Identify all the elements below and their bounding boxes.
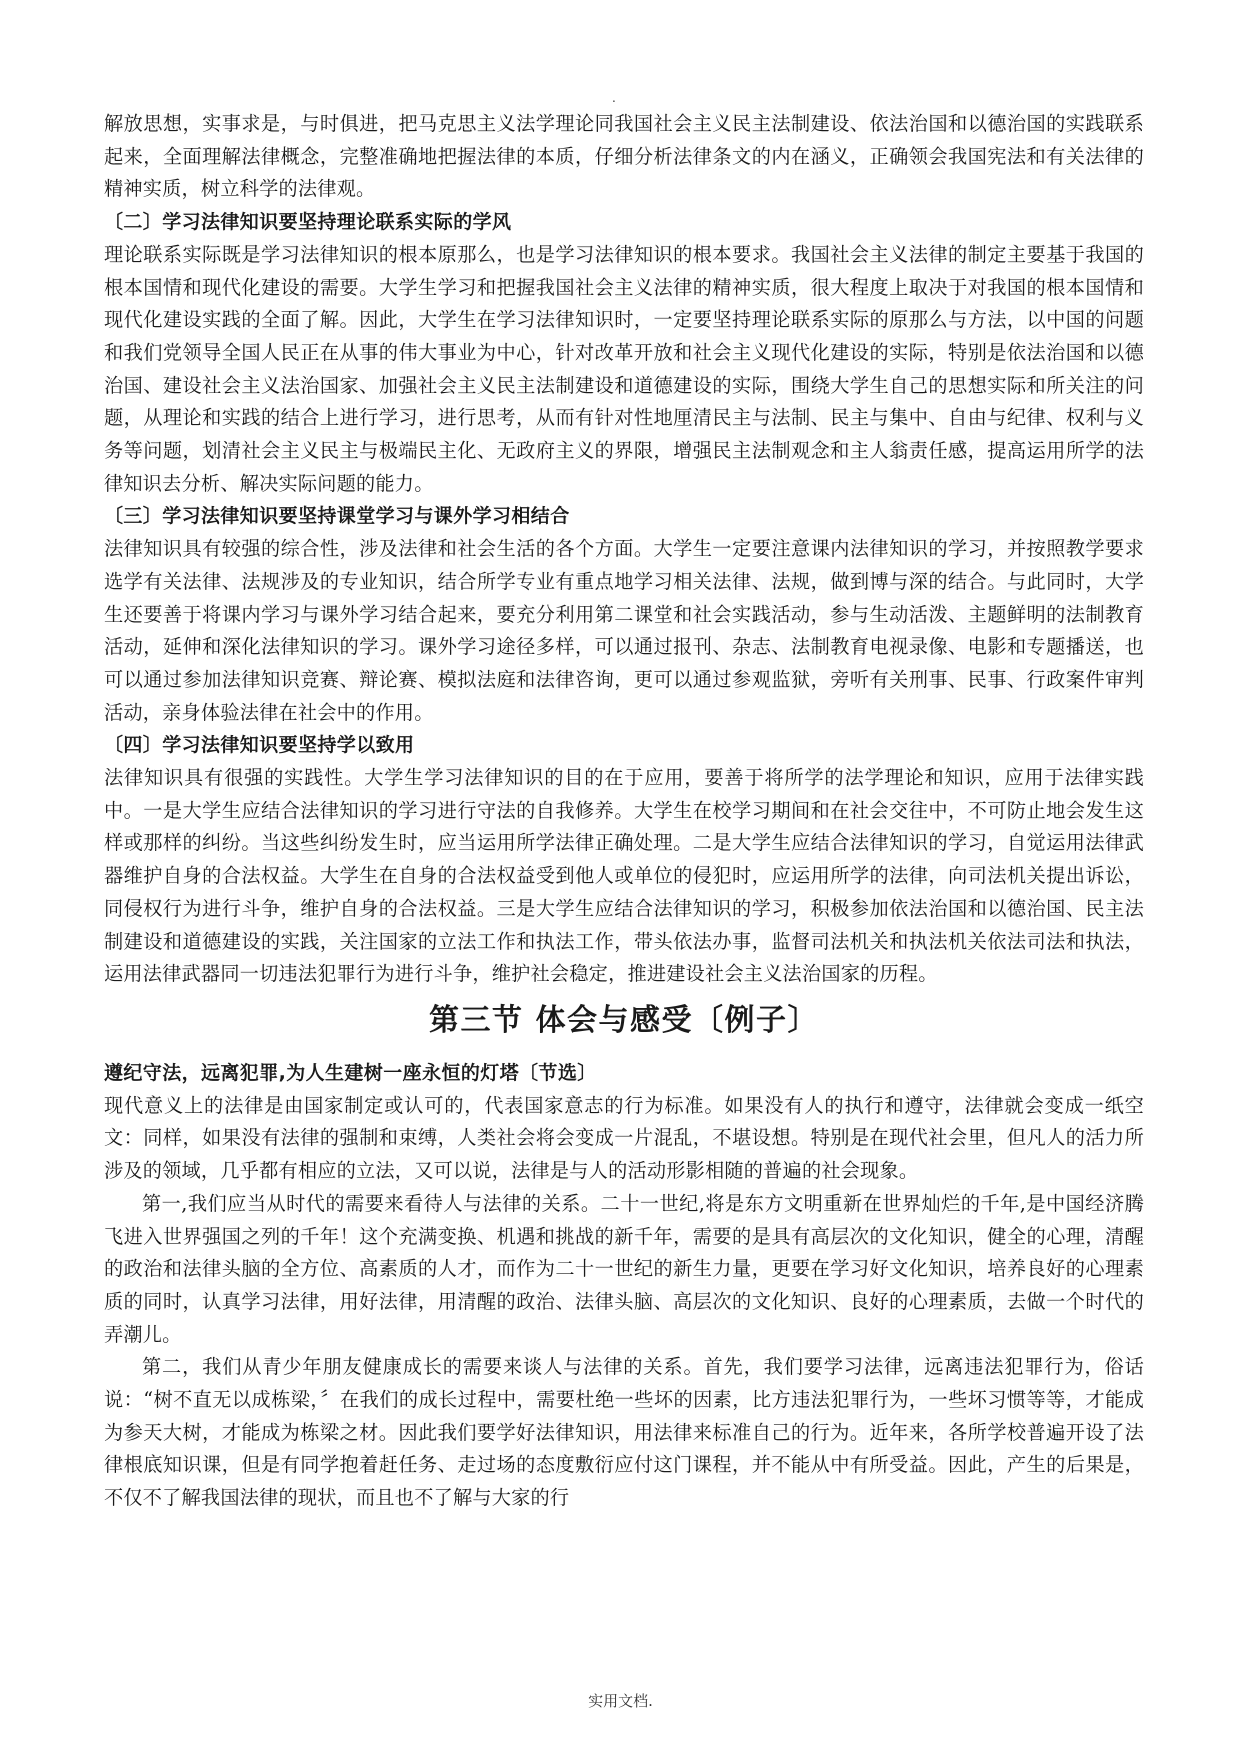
essay-paragraph-2: 第一,我们应当从时代的需要来看待人与法律的关系。二十一世纪,将是东方文明重新在世界灿烂的千年,是中国经济腾飞进入世界强国之列的千年！这个充满变换、机遇和挑战的新千年，需要的是具有高层次的文化知识，健全的心理，清醒的政治和法律头脑的全方位、高素质的人才，而作为二十一世纪的新生力量，更要在学习好文化知识，培养良好的心理素质的同时，认真学习法律，用好法律，用清醒的政治、法律头脑、高层次的文化知识、良好的心理素质，去做一个时代的弄潮儿。 <box>104 1191 1144 1346</box>
section-2-body: 理论联系实际既是学习法律知识的根本原那么，也是学习法律知识的根本要求。我国社会主义法律的制定主要基于我国的根本国情和现代化建设的需要。大学生学习和把握我国社会主义法律的精神实质，很大程度上取决于对我国的根本国情和现代化建设实践的全面了解。因此，大学生在学习法律知识时，一定要坚持理论联系实际的原那么与方法，以中国的问题和我们党领导全国人民正在从事的伟大事业为中心，针对改革开放和社会主义现代化建设的实际，特别是依法治国和以德治国、建设社会主义法治国家、加强社会主义民主法制建设和道德建设的实际，围绕大学生自己的思想实际和所关注的问题，从理论和实践的结合上进行学习，进行思考，从而有针对性地厘清民主与法制、民主与集中、自由与纪律、权利与义务等问题，划清社会主义民主与极端民主化、无政府主义的界限，增强民主法制观念和主人翁责任感，提高运用所学的法律知识去分析、解决实际问题的能力。 <box>104 242 1144 495</box>
section-2-heading: 〔二〕学习法律知识要坚持理论联系实际的学风 <box>104 211 512 234</box>
section-3-body: 法律知识具有较强的综合性，涉及法律和社会生活的各个方面。大学生一定要注意课内法律知识的学习，并按照教学要求选学有关法律、法规涉及的专业知识，结合所学专业有重点地学习相关法律、法规，做到博与深的结合。与此同时，大学生还要善于将课内学习与课外学习结合起来，要充分利用第二课堂和社会实践活动，参与生动活泼、主题鲜明的法制教育活动，延伸和深化法律知识的学习。课外学习途径多样，可以通过报刊、杂志、法制教育电视录像、电影和专题播送，也可以通过参加法律知识竞赛、辩论赛、模拟法庭和法律咨询，更可以通过参观监狱，旁听有关刑事、民事、行政案件审判活动，亲身体验法律在社会中的作用。 <box>104 537 1144 724</box>
section-3-heading: 〔三〕学习法律知识要坚持课堂学习与课外学习相结合 <box>104 505 570 528</box>
document-body <box>104 108 1144 1515</box>
section-4-heading: 〔四〕学习法律知识要坚持学以致用 <box>104 734 415 757</box>
chapter-title: 第三节 体会与感受〔例子〕 <box>429 1002 819 1038</box>
essay-paragraph-1: 现代意义上的法律是由国家制定或认可的，代表国家意志的行为标准。如果没有人的执行和遵守，法律就会变成一纸空文：同样，如果没有法律的强制和束缚，人类社会将会变成一片混乱，不堪设想。特别是在现代社会里，但凡人的活力所涉及的领域，几乎都有相应的立法，又可以说，法律是与人的活动形影相随的普遍的社会现象。 <box>104 1093 1144 1183</box>
section-4-body: 法律知识具有很强的实践性。大学生学习法律知识的目的在于应用，要善于将所学的法学理论和知识，应用于法律实践中。一是大学生应结合法律知识的学习进行守法的自我修养。大学生在校学习期间和在社会交往中，不可防止地会发生这样或那样的纠纷。当这些纠纷发生时，应当运用所学法律正确处理。二是大学生应结合法律知识的学习，自觉运用法律武器维护自身的合法权益。大学生在自身的合法权益受到他人或单位的侵犯时，应运用所学的法律，向司法机关提出诉讼，同侵权行为进行斗争，维护自身的合法权益。三是大学生应结合法律知识的学习，积极参加依法治国和以德治国、民主法制建设和道德建设的实践，关注国家的立法工作和执法工作，带头依法办事，监督司法机关和执法机关依法司法和执法，运用法律武器同一切违法犯罪行为进行斗争，维护社会稳定，推进建设社会主义法治国家的历程。 <box>104 766 1144 986</box>
page-footer: 实用文档. <box>588 1692 653 1710</box>
essay-title: 遵纪守法，远离犯罪,为人生建树一座永恒的灯塔〔节选〕 <box>104 1061 597 1084</box>
essay-paragraph-3: 第二，我们从青少年朋友健康成长的需要来谈人与法律的关系。首先，我们要学习法律，远离违法犯罪行为，俗话说：“树不直无以成栋梁，〞在我们的成长过程中，需要杜绝一些坏的因素，比方违法犯罪行为，一些坏习惯等等，才能成为参天大树，才能成为栋梁之材。因此我们要学好法律知识，用法律来标准自己的行为。近年来，各所学校普遍开设了法律根底知识课，但是有同学抱着赶任务、走过场的态度敷衍应付这门课程，并不能从中有所受益。因此，产生的后果是，不仅不了解我国法律的现状，而且也不了解与大家的行 <box>104 1355 1144 1510</box>
header-mark: . <box>612 91 616 105</box>
intro-paragraph: 解放思想，实事求是，与时俱进，把马克思主义法学理论同我国社会主义民主法制建设、依法治国和以德治国的实践联系起来，全面理解法律概念，完整准确地把握法律的本质，仔细分析法律条文的内在涵义，正确领会我国宪法和有关法律的精神实质，树立科学的法律观。 <box>104 112 1144 201</box>
